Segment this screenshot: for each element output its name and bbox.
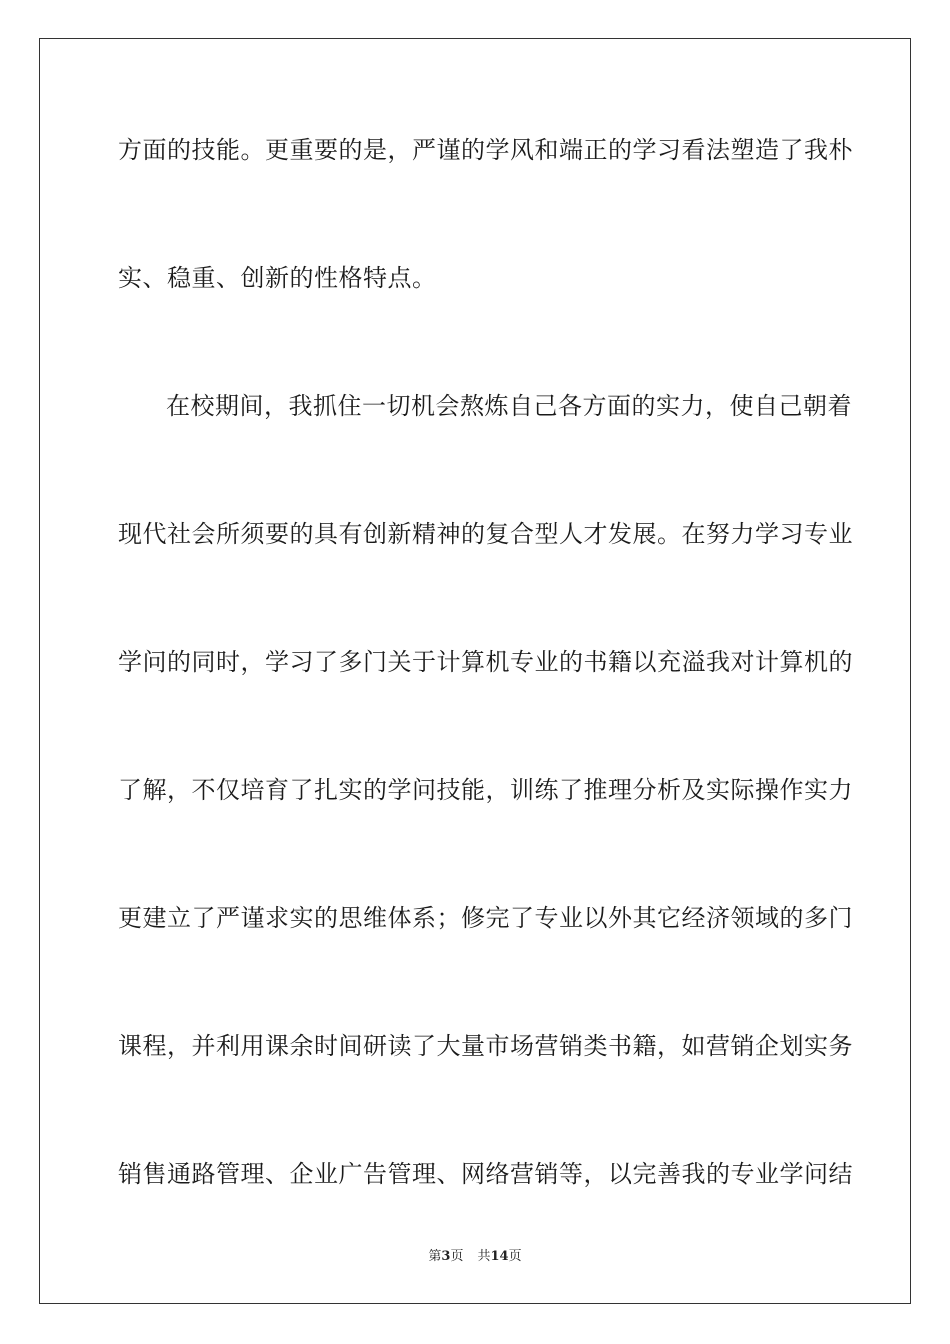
page-footer [0,1248,950,1266]
paragraph-line: 学问的同时，学习了多门关于计算机专业的书籍以充溢我对计算机的 [118,648,853,676]
paragraph-line: 销售通路管理、企业广告管理、网络营销等，以完善我的专业学问结 [118,1160,853,1188]
paragraph-line: 课程，并利用课余时间研读了大量市场营销类书籍，如营销企划实务 [118,1032,853,1060]
page-unit: 页 [450,1249,464,1264]
paragraph-line: 在校期间，我抓住一切机会熬炼自己各方面的实力，使自己朝着 [166,392,852,420]
total-unit: 页 [508,1249,522,1264]
total-prefix: 共 [477,1249,491,1264]
paragraph-line: 方面的技能。更重要的是，严谨的学风和端正的学习看法塑造了我朴 [118,136,853,164]
page-total: 14 [490,1249,509,1264]
page-current: 3 [441,1249,451,1264]
paragraph-line: 更建立了严谨求实的思维体系；修完了专业以外其它经济领域的多门 [118,904,853,932]
paragraph-line: 实、稳重、创新的性格特点。 [118,264,437,292]
paragraph-line: 现代社会所须要的具有创新精神的复合型人才发展。在努力学习专业 [118,520,853,548]
paragraph-line: 了解，不仅培育了扎实的学问技能，训练了推理分析及实际操作实力 [118,776,853,804]
page-prefix: 第 [428,1249,442,1264]
